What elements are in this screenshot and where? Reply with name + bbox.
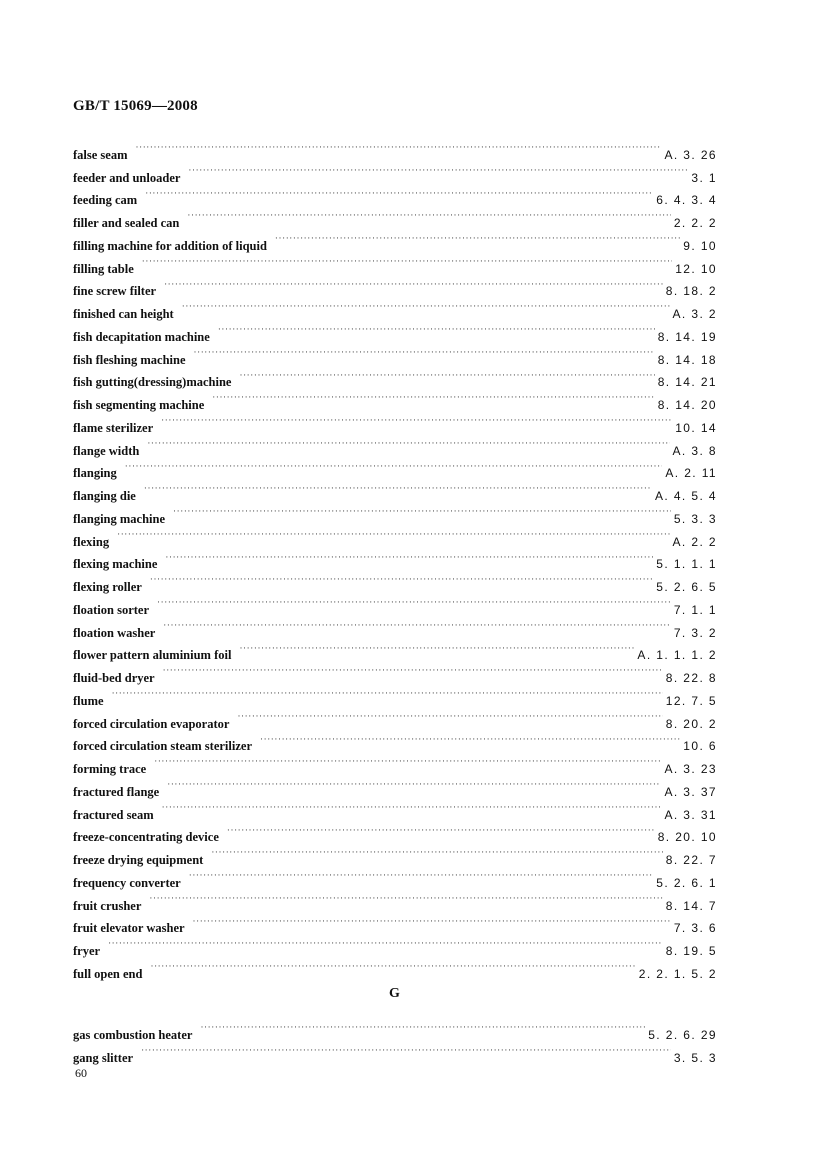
index-entry [73,614,717,640]
entry-term: flexing [73,534,110,549]
dot-leader [141,182,653,205]
entry-term: fish decapitation machine [73,329,210,344]
entry-reference: A. 1. 1. 1. 2 [637,648,717,663]
entry-term: frequency converter [73,875,181,890]
entry-term: forced circulation steam sterilizer [73,739,252,754]
index-entry [73,295,717,321]
index-entry [73,819,717,845]
dot-leader [143,432,669,455]
dot-leader [183,204,670,227]
index-entry [73,500,717,526]
index-entry [73,887,717,913]
entry-term: fractured seam [73,807,154,822]
dot-leader [208,386,654,409]
entry-reference: 5. 3. 3 [673,511,717,526]
dot-leader [132,136,662,159]
entry-term: fish segmenting machine [73,398,205,412]
entry-term: fractured flange [73,784,160,799]
dot-leader [233,705,662,728]
page-number: 60 [75,1066,87,1080]
entry-reference: 5. 2. 6. 1 [656,875,717,890]
dot-leader [140,477,652,500]
entry-reference: 8. 14. 18 [657,352,717,367]
entry-reference: 5. 2. 6. 5 [656,580,717,594]
entry-reference: 8. 14. 19 [657,329,717,344]
dot-leader [159,614,671,637]
entry-term: gang slitter [73,1050,134,1065]
entry-reference: 8. 22. 8 [665,671,717,685]
index-entry [73,1016,717,1042]
entry-term: gas combustion heater [73,1027,193,1042]
dot-leader [104,932,663,955]
index-entry [73,932,717,958]
entry-reference: 2. 2. 1. 5. 2 [638,966,717,981]
dot-leader [146,955,635,978]
dot-leader [113,523,669,546]
index-list-f [73,136,717,981]
page-header-title: GB/T 15069—2008 [73,98,198,114]
entry-reference: 7. 3. 2 [673,625,717,640]
dot-leader [223,819,655,842]
entry-reference: 3. 1 [691,170,717,185]
entry-reference: A. 2. 11 [665,466,717,481]
index-entry [73,523,717,549]
entry-term: feeder and unloader [73,170,181,185]
index-entry [73,796,717,822]
entry-term: fluid-bed dryer [73,671,155,685]
dot-leader [146,568,653,591]
entry-term: filler and sealed can [73,216,180,230]
index-entry [73,659,717,685]
dot-leader [159,659,663,682]
entry-term: flanging [73,466,117,481]
dot-leader [185,864,654,887]
dot-leader [138,250,672,273]
entry-term: fryer [73,944,101,958]
entry-reference: 12. 10 [675,261,717,276]
index-entry [73,955,717,981]
dot-leader [108,682,663,705]
entry-term: fish gutting(dressing)machine [73,375,232,390]
dot-leader [207,841,662,864]
index-entry [73,477,717,503]
index-entry [73,432,717,458]
entry-reference: 8. 22. 7 [665,853,717,867]
dot-leader [271,227,680,250]
entry-reference: A. 3. 26 [664,147,717,162]
entry-reference: A. 3. 23 [664,762,717,776]
entry-term: flanging die [73,489,136,503]
index-list-g [73,1016,717,1065]
entry-term: fruit crusher [73,898,142,913]
entry-reference: 7. 3. 6 [673,921,717,936]
entry-term: freeze drying equipment [73,853,204,867]
dot-leader [161,546,653,569]
dot-leader [163,773,661,796]
index-entry [73,750,717,776]
index-entry [73,568,717,594]
dot-leader [184,159,688,182]
dot-leader [178,295,670,318]
entry-term: flame sterilizer [73,420,154,435]
entry-term: filling table [73,261,134,276]
entry-term: forced circulation evaporator [73,716,230,731]
index-entry [73,273,717,299]
entry-reference: 8. 19. 5 [665,944,717,958]
index-entry [73,409,717,435]
entry-reference: 8. 14. 21 [657,375,717,390]
index-entry [73,204,717,230]
entry-reference: 3. 5. 3 [673,1050,717,1065]
entry-reference: 2. 2. 2 [673,216,717,230]
index-entry [73,1039,717,1065]
entry-reference: A. 3. 37 [664,784,717,799]
dot-leader [121,455,663,478]
dot-leader [137,1039,671,1062]
entry-reference: A. 3. 31 [664,807,717,822]
entry-reference: 6. 4. 3. 4 [656,193,717,208]
entry-term: fish fleshing machine [73,352,186,367]
index-entry [73,250,717,276]
dot-leader [196,1016,645,1039]
index-entry [73,705,717,731]
index-entry [73,682,717,708]
dot-leader [214,318,655,341]
entry-term: floation sorter [73,602,150,617]
entry-reference: A. 4. 5. 4 [654,489,717,503]
dot-leader [157,409,672,432]
entry-reference: 5. 1. 1. 1 [656,557,717,572]
index-entry [73,637,717,663]
dot-leader [158,796,662,819]
index-entry [73,546,717,572]
entry-reference: 8. 20. 2 [665,716,717,731]
dot-leader [169,500,671,523]
entry-reference: 5. 2. 6. 29 [648,1027,717,1042]
entry-reference: 8. 20. 10 [657,830,717,845]
entry-term: flume [73,693,104,708]
entry-term: flexing machine [73,557,158,572]
entry-reference: A. 2. 2 [672,534,717,549]
entry-term: fruit elevator washer [73,921,185,936]
section-heading-g: G [389,986,400,1001]
entry-reference: 12. 7. 5 [665,693,717,708]
dot-leader [256,728,680,751]
entry-term: floation washer [73,625,156,640]
entry-reference: 7. 1. 1 [673,602,717,617]
index-entry [73,910,717,936]
entry-term: freeze-concentrating device [73,830,219,845]
dot-leader [190,341,655,364]
entry-term: false seam [73,147,128,162]
entry-term: feeding cam [73,193,138,208]
index-entry [73,136,717,162]
entry-term: flange width [73,443,140,458]
entry-term: filling machine for addition of liquid [73,238,267,253]
entry-term: full open end [73,966,143,981]
entry-term: flexing roller [73,580,142,594]
index-entry [73,182,717,208]
index-entry [73,455,717,481]
entry-term: finished can height [73,307,174,321]
index-entry [73,773,717,799]
dot-leader [160,273,663,296]
entry-reference: 8. 14. 20 [657,398,717,412]
entry-reference: 10. 14 [675,420,717,435]
dot-leader [145,887,662,910]
entry-term: flower pattern aluminium foil [73,648,232,663]
dot-leader [189,910,671,933]
entry-reference: 10. 6 [683,739,717,754]
dot-leader [153,591,671,614]
entry-reference: 8. 14. 7 [665,898,717,913]
entry-reference: A. 3. 2 [672,307,717,321]
entry-term: forming trace [73,762,147,776]
dot-leader [235,637,634,660]
dot-leader [150,750,661,773]
entry-reference: 8. 18. 2 [665,284,717,299]
entry-term: flanging machine [73,511,166,526]
index-entry [73,159,717,185]
dot-leader [235,364,654,387]
entry-term: fine screw filter [73,284,157,299]
entry-reference: A. 3. 8 [672,443,717,458]
index-entry [73,591,717,617]
entry-reference: 9. 10 [683,238,717,253]
